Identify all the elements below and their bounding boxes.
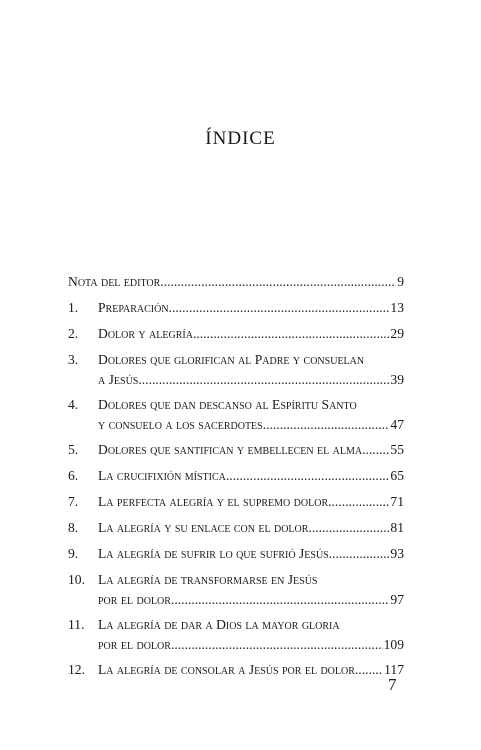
- toc-line: [68, 466, 404, 486]
- toc-page-number: 81: [390, 520, 404, 535]
- toc-entry-title-continued: a Jesús: [98, 372, 139, 387]
- toc-entry-number: 5.: [68, 442, 79, 457]
- toc-entry-6: [68, 466, 404, 486]
- toc-line: [68, 350, 404, 370]
- toc-entry-note: [68, 272, 404, 292]
- toc-entry-8: [68, 518, 404, 538]
- toc-page-number: 117: [384, 662, 404, 677]
- toc-page-number: 71: [390, 494, 404, 509]
- toc-entry-title: La alegría de transformarse en Jesús: [98, 572, 318, 587]
- toc-line: [68, 590, 404, 610]
- dot-leader: [171, 635, 383, 655]
- dot-leader: [138, 370, 389, 390]
- toc-line: [68, 440, 404, 460]
- toc-entry-number: 12.: [68, 662, 85, 677]
- toc-line: [68, 635, 404, 655]
- dot-leader: [193, 324, 389, 344]
- toc-line: [68, 615, 404, 635]
- dot-leader: [160, 272, 396, 292]
- dot-leader: [328, 492, 389, 512]
- toc-page-number: 97: [390, 592, 404, 607]
- toc-entry-11: [68, 615, 404, 655]
- toc-entry-7: [68, 492, 404, 512]
- toc-entry-1: [68, 298, 404, 318]
- toc-entry-title: La alegría de sufrir lo que sufrió Jesús: [98, 546, 329, 561]
- toc-entry-5: [68, 440, 404, 460]
- page-title: ÍNDICE: [205, 128, 276, 149]
- toc-line: [68, 298, 404, 318]
- toc-entry-number: 11.: [68, 617, 85, 632]
- toc-entry-12: [68, 660, 404, 680]
- toc-page-number: 39: [390, 372, 404, 387]
- toc-entry-number: 8.: [68, 520, 79, 535]
- dot-leader: [226, 466, 390, 486]
- dot-leader: [169, 298, 390, 318]
- toc-page-number: 29: [390, 326, 404, 341]
- toc-entry-title: Preparación: [98, 300, 169, 315]
- toc-line: [68, 324, 404, 344]
- toc-entry-2: [68, 324, 404, 344]
- dot-leader: [362, 440, 389, 460]
- toc-line: [68, 370, 404, 390]
- toc-line: [68, 395, 404, 415]
- toc-entry-title: Dolores que dan descanso al Espíritu Santo: [98, 397, 357, 412]
- dot-leader: [171, 590, 389, 610]
- toc-page-number: 109: [383, 637, 404, 652]
- toc-page-number: 9: [397, 274, 404, 289]
- toc-entry-title-continued: por el dolor: [98, 637, 171, 652]
- toc-entry-number: 9.: [68, 546, 79, 561]
- toc-entry-title: La alegría de dar a Dios la mayor gloria: [98, 617, 340, 632]
- toc-page-number: 65: [390, 468, 404, 483]
- toc-page-number: 47: [390, 417, 404, 432]
- toc-page-number: 13: [390, 300, 404, 315]
- toc-page-number: 93: [390, 546, 404, 561]
- toc-entry-title: Dolor y alegría: [98, 326, 193, 341]
- dot-leader: [329, 544, 390, 564]
- toc-entry-number: 2.: [68, 326, 79, 341]
- toc-line: [68, 492, 404, 512]
- toc-page-number: 55: [390, 442, 404, 457]
- toc-entry-title: La perfecta alegría y el supremo dolor: [98, 494, 329, 509]
- dot-leader: [355, 660, 383, 680]
- toc-entry-title: Dolores que glorifican al Padre y consuelan: [98, 352, 365, 367]
- toc-entry-3: [68, 350, 404, 390]
- page-number: 7: [388, 675, 397, 694]
- toc-entry-number: 10.: [68, 572, 85, 587]
- toc-entry-title: La alegría y su enlace con el dolor: [98, 520, 309, 535]
- toc-entry-title-continued: y consuelo a los sacerdotes: [98, 417, 263, 432]
- toc-entry-number: 3.: [68, 352, 79, 367]
- toc-entry-title-continued: por el dolor: [98, 592, 171, 607]
- toc-line: [68, 518, 404, 538]
- toc-line: [68, 660, 404, 680]
- toc-entry-title: La alegría de consolar a Jesús por el dolor: [98, 662, 355, 677]
- toc-entry-10: [68, 570, 404, 610]
- toc-entry-4: [68, 395, 404, 435]
- table-of-contents: [68, 272, 404, 686]
- toc-line: [68, 544, 404, 564]
- dot-leader: [263, 415, 390, 435]
- toc-entry-title: Dolores que santifican y embellecen el alma: [98, 442, 363, 457]
- toc-entry-number: 4.: [68, 397, 79, 412]
- dot-leader: [308, 518, 389, 538]
- toc-entry-9: [68, 544, 404, 564]
- toc-entry-title: La crucifixión mística: [98, 468, 226, 483]
- toc-line: [68, 570, 404, 590]
- toc-entry-number: 1.: [68, 300, 79, 315]
- toc-entry-number: 7.: [68, 494, 79, 509]
- toc-line: [68, 272, 404, 292]
- toc-line: [68, 415, 404, 435]
- toc-entry-number: 6.: [68, 468, 79, 483]
- toc-entry-title: Nota del editor: [68, 274, 161, 289]
